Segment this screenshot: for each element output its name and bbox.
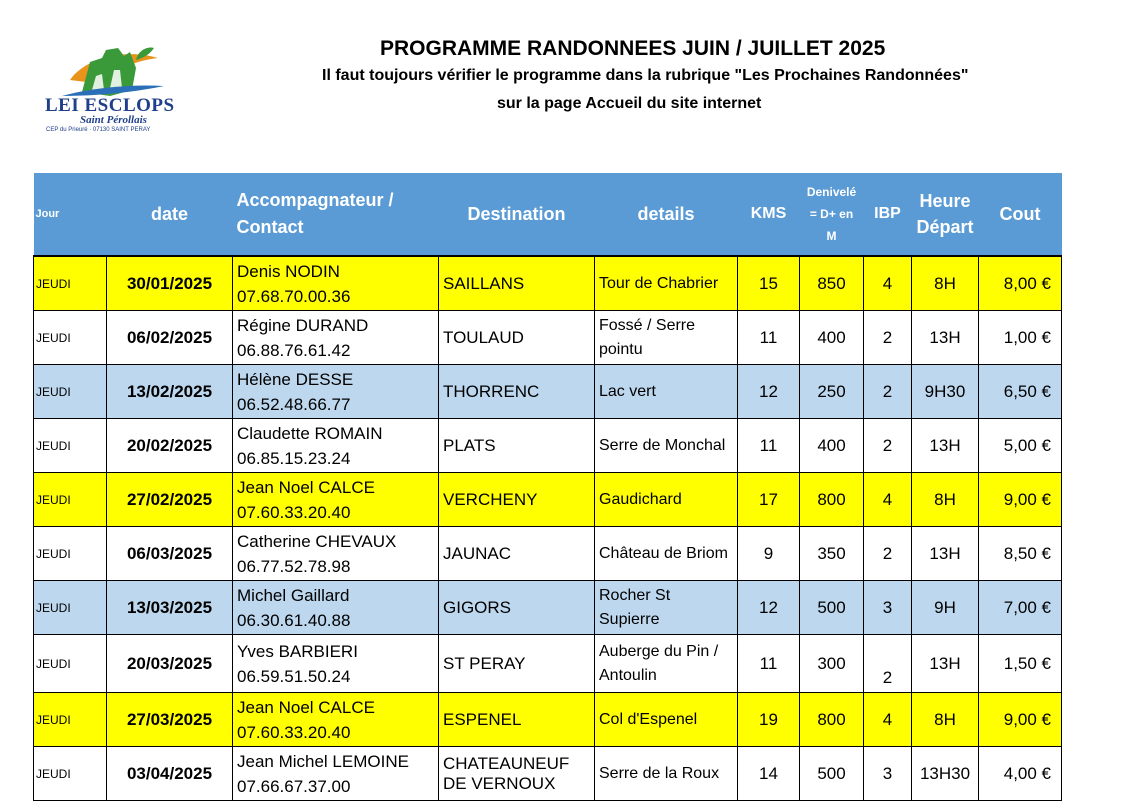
accompagnateur-cell — [233, 747, 439, 801]
table-row — [34, 419, 1062, 473]
table-row — [34, 256, 1062, 311]
heure-cell: 13H — [912, 311, 979, 365]
kms-cell: 17 — [738, 473, 800, 527]
jour-cell: JEUDI — [34, 581, 107, 635]
denivele-cell: 800 — [800, 473, 864, 527]
date-cell: 27/03/2025 — [107, 693, 233, 747]
ibp-cell: 4 — [864, 693, 912, 747]
cout-cell: 6,50 € — [979, 365, 1062, 419]
kms-cell: 9 — [738, 527, 800, 581]
hike-schedule-table — [33, 173, 1062, 801]
kms-cell: 11 — [738, 311, 800, 365]
denivele-cell: 350 — [800, 527, 864, 581]
cout-cell: 1,00 € — [979, 311, 1062, 365]
details-cell: Serre de la Roux — [595, 747, 738, 801]
heure-cell: 8H — [912, 693, 979, 747]
kms-cell: 15 — [738, 256, 800, 311]
jour-cell: JEUDI — [34, 693, 107, 747]
date-cell: 03/04/2025 — [107, 747, 233, 801]
col-header-details: details — [595, 173, 738, 256]
heure-cell: 13H — [912, 419, 979, 473]
col-header-ibp: IBP — [864, 173, 912, 256]
cout-cell: 9,00 € — [979, 473, 1062, 527]
destination-cell: TOULAUD — [439, 311, 595, 365]
accompagnateur-cell — [233, 419, 439, 473]
destination-cell: GIGORS — [439, 581, 595, 635]
destination-cell: JAUNAC — [439, 527, 595, 581]
accompagnateur-name: Jean Noel CALCE — [237, 477, 375, 497]
col-header-date: date — [107, 173, 233, 256]
heure-cell: 13H30 — [912, 747, 979, 801]
table-body — [34, 256, 1062, 801]
accompagnateur-cell — [233, 581, 439, 635]
accompagnateur-cell — [233, 693, 439, 747]
details-cell: Rocher St Supierre — [595, 581, 738, 635]
heure-cell: 9H — [912, 581, 979, 635]
denivele-cell: 500 — [800, 747, 864, 801]
table-row — [34, 473, 1062, 527]
accompagnateur-cell — [233, 473, 439, 527]
denivele-cell: 400 — [800, 311, 864, 365]
jour-cell: JEUDI — [34, 256, 107, 311]
notice-line-1: Il faut toujours vérifier le programme dans la rubrique "Les Prochaines Randonnées" — [322, 67, 969, 84]
kms-cell: 12 — [738, 581, 800, 635]
table-row — [34, 581, 1062, 635]
accompagnateur-phone: 07.66.67.37.00 — [237, 776, 351, 796]
destination-cell: ESPENEL — [439, 693, 595, 747]
denivele-cell: 300 — [800, 635, 864, 693]
destination-cell: CHATEAUNEUF DE VERNOUX — [439, 747, 595, 801]
destination-cell: ST PERAY — [439, 635, 595, 693]
jour-cell: JEUDI — [34, 311, 107, 365]
col-header-destination: Destination — [439, 173, 595, 256]
col-header-cout: Cout — [979, 173, 1062, 256]
notice-line-2: sur la page Accueil du site internet — [497, 95, 762, 112]
col-header-jour: Jour — [34, 173, 107, 256]
ibp-cell: 2 — [864, 635, 912, 693]
details-cell: Serre de Monchal — [595, 419, 738, 473]
accompagnateur-phone: 07.68.70.00.36 — [237, 286, 351, 306]
denivele-cell: 800 — [800, 693, 864, 747]
accompagnateur-cell — [233, 527, 439, 581]
denivele-cell: 250 — [800, 365, 864, 419]
heure-cell: 8H — [912, 256, 979, 311]
date-cell: 20/02/2025 — [107, 419, 233, 473]
accompagnateur-name: Denis NODIN — [237, 261, 340, 281]
date-cell: 20/03/2025 — [107, 635, 233, 693]
details-cell: Col d'Espenel — [595, 693, 738, 747]
accompagnateur-phone: 07.60.33.20.40 — [237, 502, 351, 522]
accompagnateur-name: Régine DURAND — [237, 315, 369, 335]
date-cell: 13/02/2025 — [107, 365, 233, 419]
accompagnateur-phone: 07.60.33.20.40 — [237, 722, 351, 742]
kms-cell: 11 — [738, 419, 800, 473]
date-cell: 30/01/2025 — [107, 256, 233, 311]
kms-cell: 12 — [738, 365, 800, 419]
details-cell: Lac vert — [595, 365, 738, 419]
heure-cell: 9H30 — [912, 365, 979, 419]
cout-cell: 7,00 € — [979, 581, 1062, 635]
jour-cell: JEUDI — [34, 635, 107, 693]
destination-cell: VERCHENY — [439, 473, 595, 527]
date-cell: 06/02/2025 — [107, 311, 233, 365]
accompagnateur-cell — [233, 311, 439, 365]
accompagnateur-cell — [233, 365, 439, 419]
table-row — [34, 693, 1062, 747]
accompagnateur-phone: 06.30.61.40.88 — [237, 610, 351, 630]
destination-cell: THORRENC — [439, 365, 595, 419]
accompagnateur-name: Catherine CHEVAUX — [237, 531, 397, 551]
heure-cell: 13H — [912, 527, 979, 581]
table-header-row — [34, 173, 1062, 256]
details-cell: Tour de Chabrier — [595, 256, 738, 311]
ibp-cell: 2 — [864, 311, 912, 365]
accompagnateur-name: Jean Michel LEMOINE — [237, 751, 409, 771]
table-row — [34, 311, 1062, 365]
table-row — [34, 747, 1062, 801]
jour-cell: JEUDI — [34, 419, 107, 473]
date-cell: 06/03/2025 — [107, 527, 233, 581]
jour-cell: JEUDI — [34, 527, 107, 581]
details-cell: Fossé / Serre pointu — [595, 311, 738, 365]
accompagnateur-cell — [233, 635, 439, 693]
col-header-heure: Heure Départ — [912, 173, 979, 256]
kms-cell: 11 — [738, 635, 800, 693]
col-header-denivele: Denivelé = D+ en M — [800, 173, 864, 256]
accompagnateur-name: Michel Gaillard — [237, 585, 350, 605]
denivele-cell: 500 — [800, 581, 864, 635]
page-title: PROGRAMME RANDONNEES JUIN / JUILLET 2025 — [380, 37, 886, 60]
accompagnateur-cell — [233, 256, 439, 311]
table-row — [34, 527, 1062, 581]
col-header-accompagnateur: Accompagnateur / Contact — [233, 173, 439, 256]
cout-cell: 8,00 € — [979, 256, 1062, 311]
cout-cell: 9,00 € — [979, 693, 1062, 747]
kms-cell: 19 — [738, 693, 800, 747]
date-cell: 13/03/2025 — [107, 581, 233, 635]
heure-cell: 8H — [912, 473, 979, 527]
cout-cell: 4,00 € — [979, 747, 1062, 801]
denivele-cell: 400 — [800, 419, 864, 473]
accompagnateur-name: Claudette ROMAIN — [237, 423, 383, 443]
accompagnateur-phone: 06.77.52.78.98 — [237, 556, 351, 576]
ibp-cell: 3 — [864, 747, 912, 801]
ibp-cell: 4 — [864, 473, 912, 527]
jour-cell: JEUDI — [34, 747, 107, 801]
jour-cell: JEUDI — [34, 365, 107, 419]
cout-cell: 1,50 € — [979, 635, 1062, 693]
ibp-cell: 4 — [864, 256, 912, 311]
ibp-cell: 2 — [864, 527, 912, 581]
cout-cell: 8,50 € — [979, 527, 1062, 581]
cout-cell: 5,00 € — [979, 419, 1062, 473]
destination-cell: PLATS — [439, 419, 595, 473]
destination-cell: SAILLANS — [439, 256, 595, 311]
col-header-kms: KMS — [738, 173, 800, 256]
logo-address: CEP du Prieuré · 07130 SAINT PERAY — [46, 127, 151, 133]
accompagnateur-phone: 06.52.48.66.77 — [237, 394, 351, 414]
kms-cell: 14 — [738, 747, 800, 801]
logo-title: LEI ESCLOPS — [45, 95, 175, 116]
accompagnateur-name: Jean Noel CALCE — [237, 697, 375, 717]
accompagnateur-name: Hélène DESSE — [237, 369, 354, 389]
details-cell: Auberge du Pin / Antoulin — [595, 635, 738, 693]
logo-subtitle: Saint Pérollais — [80, 114, 147, 126]
details-cell: Château de Briom — [595, 527, 738, 581]
details-cell: Gaudichard — [595, 473, 738, 527]
accompagnateur-phone: 06.85.15.23.24 — [237, 448, 351, 468]
accompagnateur-phone: 06.88.76.61.42 — [237, 340, 351, 360]
ibp-cell: 2 — [864, 419, 912, 473]
jour-cell: JEUDI — [34, 473, 107, 527]
accompagnateur-name: Yves BARBIERI — [237, 641, 358, 661]
table-row — [34, 365, 1062, 419]
ibp-cell: 2 — [864, 365, 912, 419]
accompagnateur-phone: 06.59.51.50.24 — [237, 666, 351, 686]
table-row — [34, 635, 1062, 693]
heure-cell: 13H — [912, 635, 979, 693]
date-cell: 27/02/2025 — [107, 473, 233, 527]
denivele-cell: 850 — [800, 256, 864, 311]
ibp-cell: 3 — [864, 581, 912, 635]
